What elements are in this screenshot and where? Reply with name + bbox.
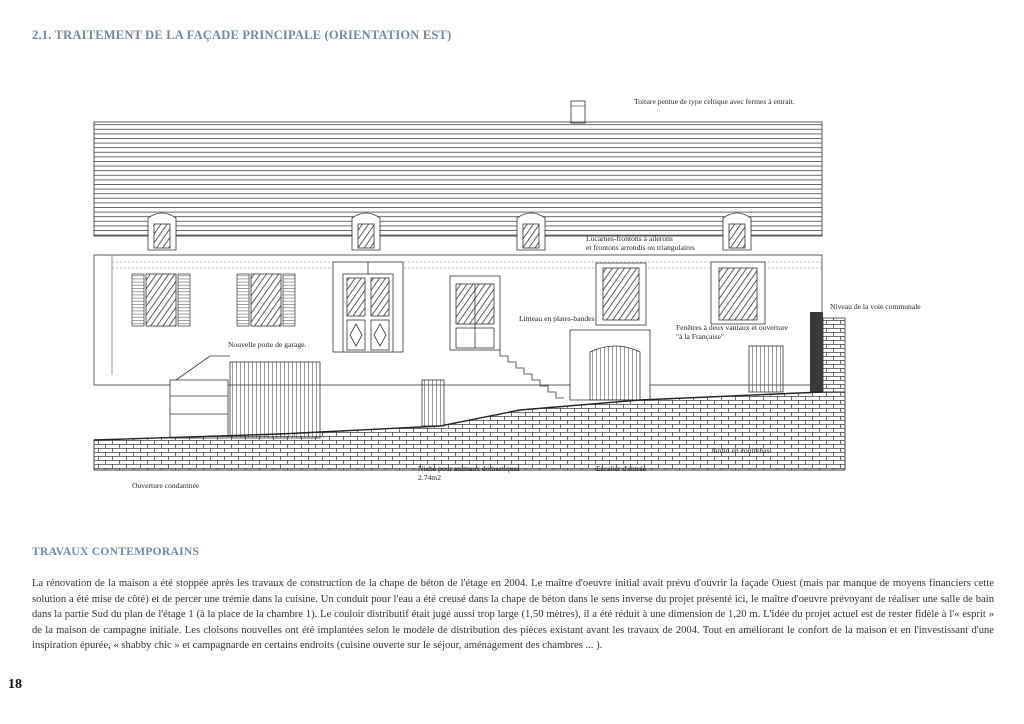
label-toiture: Toiture pentue de type celtique avec fermes à entrait. [634,97,795,106]
label-fenetres-2: "à la Française" [676,332,724,341]
window-1 [132,274,190,326]
chimney [571,101,585,123]
label-ouverture: Ouverture condamnée [132,481,200,490]
dormer-1 [148,213,176,250]
road-level-wall [810,312,823,392]
window-3 [596,263,646,325]
label-lucarnes: Lucarnes-frontons à ailerons [586,234,673,243]
label-fenetres: Fenêtres à deux vantaux et ouverture [676,323,788,332]
label-escalier: Escalier d'entrée [596,464,647,473]
label-jardin: Jardin en contrebas. [711,446,772,455]
niche [422,380,444,426]
roof [94,122,822,236]
stone-door [333,262,403,352]
dormer-3 [517,213,545,250]
section-title: 2.1. TRAITEMENT DE LA FAÇADE PRINCIPALE (ORIENTATION EST) [32,28,452,42]
section-subtitle: TRAVAUX CONTEMPORAINS [32,546,200,558]
garden-gate [749,346,783,392]
body-paragraph: La rénovation de la maison a été stoppée après les travaux de construction de la chape de béton de l'étage en 2004. Le maître d'oeuvre initial avait prévu d'ouvrir la façade Ouest (mais par manque de moyens financiers cette solution a été mise de côté) et de percer une trémie dans la cuisine. Un conduit pour l'eau a été creusé dans la chape de béton dans le sens inverse du projet présenté ici, le maître d'oeuvre prévoyant de réaliser une salle de bain dans la partie Sud du plan de l'étage 1 (à la place de la chambre 1). Le couloir distributif était jugé aussi trop large (1,50 mètres), il a été réduit à une dimension de 1,20 m. L'idée du projet actuel est de rester fidèle à l'« esprit » de la maison de campagne initiale. Les cloisons nouvelles ont été implantées selon le modèle de distribution des pièces existant avant les travaux de 2004. Tout en améliorant le confort de la maison et en l'investissant d'une inspiration épurée, « shabby chic » et campagnarde en certains endroits (cuisine ouverte sur le séjour, aménagement des chambres ... ). [32,578,994,652]
dormer-4 [723,213,751,250]
label-niche: Niche pour animaux domestiques [418,464,520,473]
lintel-door [450,276,500,350]
garage [170,356,320,438]
entrance-door [570,330,650,400]
dormer-2 [352,213,380,250]
entrance-stairs [500,350,564,398]
label-niveau-voie: Niveau de la voie communale [830,302,921,311]
window-2 [237,274,295,326]
label-lucarnes-2: et frontons arrondis ou triangulaires [586,243,695,252]
label-linteau: Linteau en plates-bandes [519,314,595,323]
page-number: 18 [8,677,22,692]
window-4 [711,262,765,324]
label-porte-garage: Nouvelle porte de garage. [228,340,307,349]
label-niche-2: 2.74m2 [418,473,441,482]
